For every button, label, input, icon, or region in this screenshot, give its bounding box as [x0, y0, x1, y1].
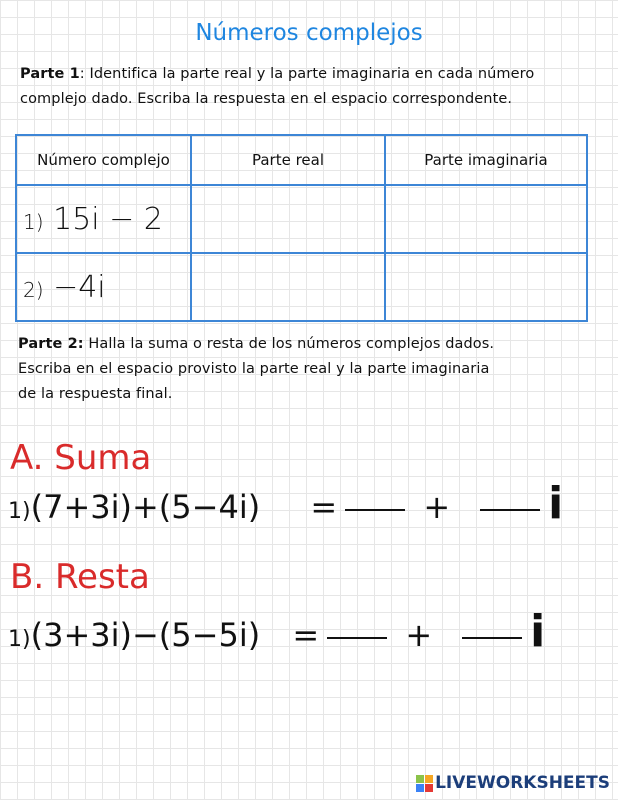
complex-number: 2) −4i: [16, 253, 191, 321]
sum-imag-blank[interactable]: [480, 508, 540, 511]
part1-label: Parte 1: [20, 66, 80, 82]
part1-instructions: [20, 62, 534, 112]
table-row: [16, 185, 587, 253]
part2-text2: Escriba en el espacio provisto la parte real y la parte imaginaria: [18, 361, 490, 377]
complex-table: [15, 134, 588, 322]
header-number: Número complejo: [16, 135, 191, 185]
imag-answer-field[interactable]: [385, 253, 587, 321]
table-header: [16, 135, 587, 185]
diff-imag-blank[interactable]: [462, 636, 522, 639]
sum-heading: A. Suma: [10, 438, 152, 478]
part1-text2: complejo dado. Escriba la respuesta en el espacio correspondente.: [20, 91, 513, 107]
complex-number: 1) 15i − 2: [16, 185, 191, 253]
sum-expression: (7+3i)+(5−4i): [30, 488, 261, 526]
page-title: Números complejos: [195, 20, 423, 46]
diff-real-blank[interactable]: [327, 636, 387, 639]
part1-text: : Identifica la parte real y la parte imaginaria en cada número: [79, 66, 535, 82]
logo-icon: [416, 775, 433, 792]
header-real: Parte real: [191, 135, 385, 185]
imag-answer-field[interactable]: [385, 185, 587, 253]
part2-label: Parte 2:: [18, 336, 84, 352]
diff-equation: 1)(3+3i)−(5−5i) = + i: [8, 606, 546, 657]
header-imag: Parte imaginaria: [385, 135, 587, 185]
part2-instructions: [18, 332, 494, 407]
diff-heading: B. Resta: [10, 557, 150, 597]
part2-text3: de la respuesta final.: [18, 386, 173, 402]
sum-equation: 1)(7+3i)+(5−4i) = + i: [8, 478, 564, 529]
real-answer-field[interactable]: [191, 253, 385, 321]
liveworksheets-logo: LIVEWORKSHEETS: [416, 773, 610, 793]
sum-real-blank[interactable]: [345, 508, 405, 511]
diff-expression: (3+3i)−(5−5i): [30, 616, 261, 654]
table-row: [16, 253, 587, 321]
part2-text: Halla la suma o resta de los números complejos dados.: [83, 336, 495, 352]
real-answer-field[interactable]: [191, 185, 385, 253]
